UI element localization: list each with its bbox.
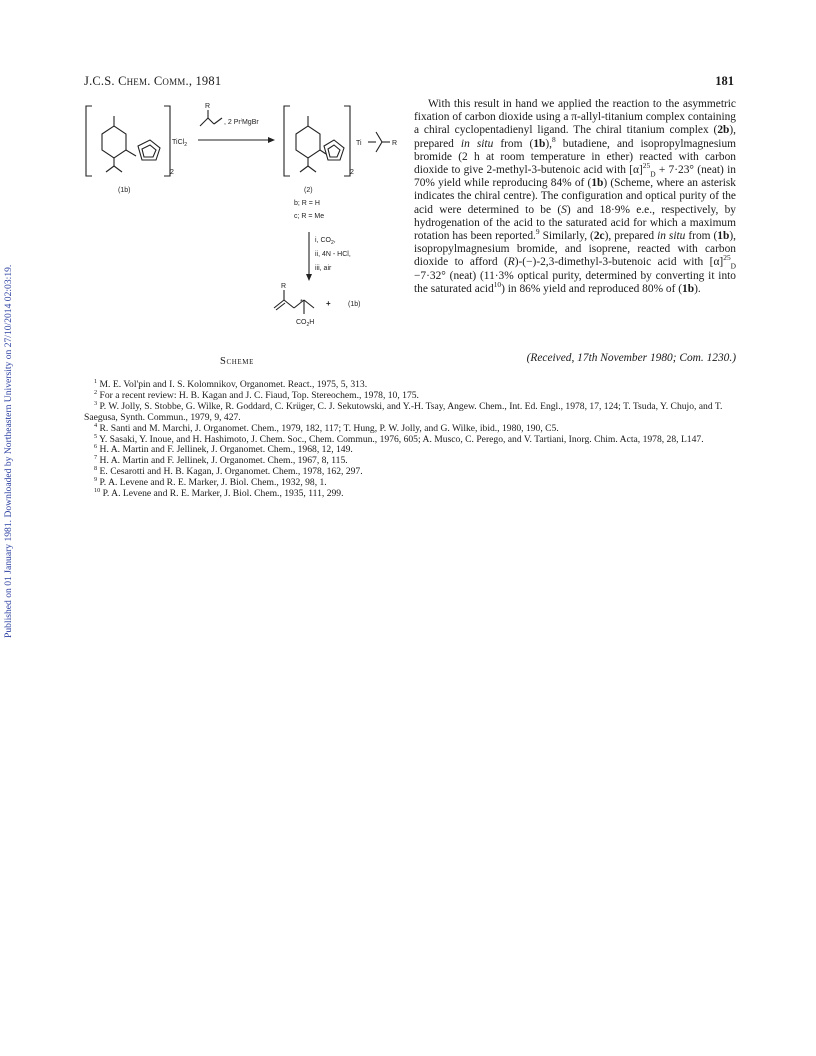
svg-text:*: * bbox=[300, 299, 303, 306]
scheme-caption: Scheme bbox=[220, 356, 254, 367]
plus-sign: + bbox=[326, 299, 331, 308]
body-text bbox=[414, 98, 736, 296]
reference-item: $^9$ P. A. Levene and R. E. Marker, J. Biol. Chem., 1932, 98, 1. bbox=[94, 475, 327, 489]
body-paragraph: With this result in hand we applied the reaction to the asymmetric fixation of carbon dioxide using a π-allyl-titanium complex containing a chiral cyclopentadienyl ligand. The chiral titanium complex (2b), prepared in situ from (1b),$^8$ butadiene, and isopropylmagnesium bromide (2 h at room temperature in ether) reacted with carbon dioxide to give 2-methyl-3-butenoic acid with $[\alpha]^{25}_D + 7\cdot 23^\circ$ (neat) in 70% yield while reproducing 84% of (1b) (Scheme, where an asterisk indicates the chiral centre). The configuration and optical purity of the acid were determined to be (S) and 18·9% e.e., respectively, by hydrogenation of the acid to the saturated acid for which a maximum rotation has been reported.$^9$ Similarly, (2c), prepared in situ from (1b), isopropylmagnesium bromide, and isoprene, reacted with carbon dioxide to afford (R)-(−)-2,3-dimethyl-3-butenoic acid with $[\alpha]^{25}_D -7\cdot 32^\circ$ (neat) (11·3% optical purity, determined by converting it into the saturated acid$^{10}$) in 86% yield and reproduced 80% of (1b). bbox=[414, 98, 736, 295]
down-arrowhead bbox=[306, 274, 312, 281]
product-r-label: R bbox=[281, 283, 287, 290]
reference-item: $^8$ E. Cesarotti and H. B. Kagan, J. Organomet. Chem., 1978, 162, 297. bbox=[94, 465, 363, 478]
reference-item: $^5$ Y. Sasaki, Y. Inoue, and H. Hashimoto, J. Chem. Soc., Chem. Commun., 1976, 605; A. Musco, C. Perego, and V. Tartiani, Inorg. Chim. Acta, 1978, 28, L147. bbox=[94, 432, 704, 445]
product-acid-label: $CO_2H$ bbox=[296, 319, 315, 328]
journal-header bbox=[84, 74, 221, 89]
bracket-sub-1: 2 bbox=[170, 169, 174, 176]
butadiene-reagent bbox=[200, 103, 259, 126]
reference-item: $^6$ H. A. Martin and F. Jellinek, J. Organomet. Chem., 1968, 12, 149. bbox=[94, 443, 353, 456]
r-label-reagent: R bbox=[205, 103, 211, 110]
condition-b: b; R = H bbox=[294, 200, 320, 207]
references bbox=[84, 377, 736, 500]
complex-2 bbox=[284, 106, 390, 176]
step-3: iii, air bbox=[315, 265, 332, 272]
page-number: 181 bbox=[715, 74, 734, 88]
journal-year: , 1981 bbox=[188, 74, 222, 88]
ligand-1b bbox=[86, 106, 170, 176]
reference-item: $^1$ M. E. Vol'pin and I. S. Kolomnikov, Organomet. React., 1975, 5, 313. bbox=[94, 377, 368, 390]
product-1b-label: (1b) bbox=[348, 301, 361, 308]
received-line: (Received, 17th November 1980; Com. 1230.) bbox=[526, 352, 736, 364]
reference-item: $^{10}$ P. A. Levene and R. E. Marker, J. Biol. Chem., 1935, 111, 299. bbox=[94, 486, 344, 500]
journal-name: Chem. Comm. bbox=[118, 74, 189, 88]
download-note: Published on 01 January 1981. Downloaded by Northeastern University on 27/10/2014 02:03:19. bbox=[3, 264, 14, 638]
label-1b: (1b) bbox=[118, 187, 131, 194]
product-acid bbox=[274, 290, 314, 314]
reference-item: $^4$ R. Santi and M. Marchi, J. Organomet. Chem., 1979, 182, 117; T. Hung, P. W. Jolly, and G. Wilke, ibid., 1980, 190, C5. bbox=[94, 421, 559, 434]
bracket-sub-2: 2 bbox=[350, 169, 354, 176]
arrowhead bbox=[268, 137, 275, 143]
step-1: i, $CO_2$, bbox=[315, 237, 336, 246]
ti-label: Ti bbox=[356, 140, 362, 147]
download-watermark bbox=[2, 218, 18, 638]
reference-item: $^3$ P. W. Jolly, S. Stobbe, G. Wilke, R. Goddard, C. Krüger, C. J. Sekutowski, and Y.-H. Tsay, Angew. Chem., Int. Ed. Engl., 1978, 17, 124; T. Tsuda, Y. Chujo, and T. Saegusa, Synth. Commun., 1979, 9, 427. bbox=[84, 399, 723, 423]
reference-item: $^2$ For a recent review: H. B. Kagan and J. C. Fiaud, Top. Stereochem., 1978, 10, 175. bbox=[94, 388, 419, 401]
r-label-complex: R bbox=[392, 140, 398, 147]
label-2: (2) bbox=[304, 187, 313, 194]
reaction-scheme bbox=[80, 98, 412, 344]
step-2: ii, 4N - HCl, bbox=[315, 251, 351, 258]
condition-c: c; R = Me bbox=[294, 213, 325, 220]
reference-item: $^7$ H. A. Martin and F. Jellinek, J. Organomet. Chem., 1967, 8, 115. bbox=[94, 454, 348, 467]
reagent-ticl2: TiCl$_2$ bbox=[172, 139, 187, 148]
grignard-reagent: , 2 PrⁱMgBr bbox=[224, 119, 259, 126]
journal-prefix: J.C.S. bbox=[84, 74, 115, 88]
